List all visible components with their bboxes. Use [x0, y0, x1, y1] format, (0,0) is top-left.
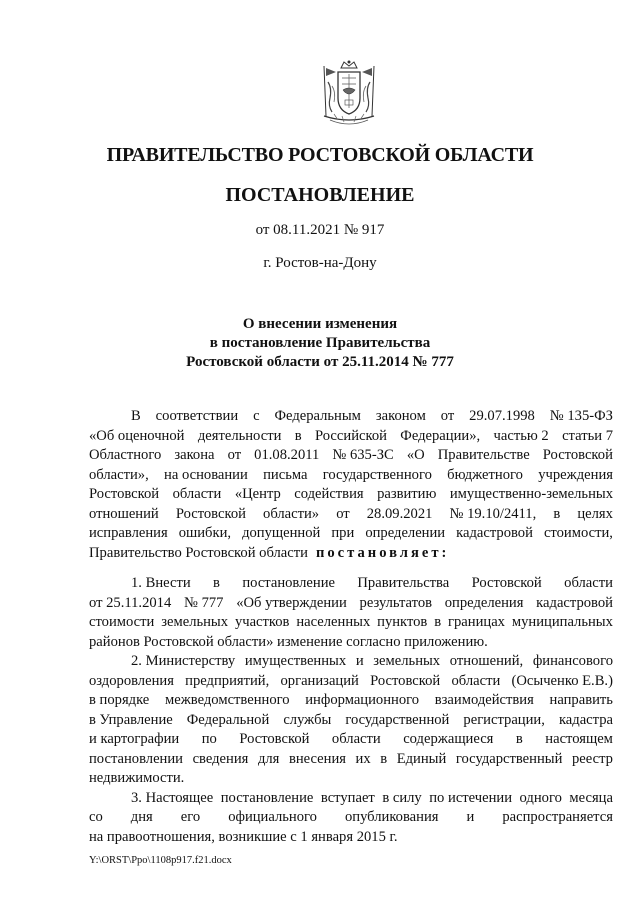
word: письма: [263, 466, 308, 483]
word: опубликования: [344, 809, 439, 825]
text-line: [89, 789, 613, 809]
word: по: [201, 731, 217, 747]
text-line-last: [89, 769, 613, 789]
word: и картографии: [89, 731, 180, 747]
word: «О: [406, 447, 425, 463]
word: «Об оценочной: [89, 427, 185, 444]
word: Федеральным: [274, 408, 361, 424]
word: при: [331, 525, 355, 541]
word: земельных: [373, 653, 441, 669]
word: области»: [263, 505, 320, 522]
word: Ростовской: [370, 672, 441, 689]
file-path: Y:\ORST\Ppo\1108p917.f21.docx: [89, 855, 232, 866]
word: оздоровления: [89, 672, 174, 689]
word: 1. Внести: [131, 575, 191, 591]
document-type: ПОСТАНОВЛЕНИЕ: [225, 184, 415, 206]
word: с: [253, 408, 260, 424]
word: результатов: [359, 594, 433, 611]
word: (Осыченко Е.В.): [511, 672, 613, 689]
word: исправления: [89, 525, 168, 541]
word: области»,: [89, 466, 149, 483]
word: в: [294, 427, 302, 444]
text-line: [89, 730, 613, 750]
word: и: [466, 809, 475, 825]
word: и: [355, 653, 364, 669]
text: районов Ростовской области» изменение согласно приложению.: [89, 633, 488, 650]
word: на основании: [164, 466, 248, 483]
word: области: [331, 731, 381, 747]
rostov-oblast-coat-of-arms-icon: [316, 58, 382, 128]
word: информационного: [305, 692, 420, 708]
word: содействия: [294, 486, 364, 502]
word: учреждения: [538, 466, 613, 483]
word: в: [434, 614, 442, 630]
word: закона: [174, 447, 215, 463]
word: кадастровой: [536, 594, 613, 611]
text: на правоотношения, возникшие с 1 января 2015 г.: [89, 828, 398, 845]
word: населенных: [296, 614, 371, 630]
word: месяца: [569, 789, 613, 806]
word: 28.09.2021: [366, 505, 433, 522]
word: направить: [549, 692, 613, 708]
word: внесения: [288, 750, 346, 767]
word: от: [440, 408, 455, 424]
resolves-word: постановляет:: [315, 544, 450, 561]
word: предприятий,: [185, 672, 270, 689]
word: «Об утверждении: [236, 594, 347, 611]
text-line: [89, 652, 613, 672]
text-line: [89, 485, 613, 505]
word: стоимости,: [543, 525, 613, 541]
word: одного: [519, 789, 562, 806]
word: муниципальных: [511, 614, 613, 630]
word: В: [131, 408, 141, 424]
word: № 19.10/2411,: [449, 505, 537, 522]
word: его: [180, 809, 201, 825]
text-line: [89, 574, 613, 594]
word: в силу: [382, 789, 422, 806]
word: 29.07.1998: [469, 408, 535, 424]
subject-line: Ростовской области от 25.11.2014 № 777: [186, 354, 454, 370]
word: настоящем: [545, 731, 613, 747]
word: официального: [228, 809, 317, 825]
word: от 25.11.2014: [89, 594, 172, 611]
word: по истечении: [429, 789, 513, 806]
text: недвижимости.: [89, 770, 185, 786]
word: Федеральной: [186, 711, 270, 728]
word: распространяется: [502, 809, 613, 825]
word: № 777: [184, 594, 224, 611]
word: в: [515, 731, 523, 747]
word: в: [553, 505, 561, 522]
text-line-last: [89, 633, 613, 653]
word: Федерации»,: [400, 427, 481, 444]
word: «Центр: [234, 486, 281, 502]
word: государственного: [322, 466, 432, 483]
word: Ростовской: [542, 447, 613, 463]
word: 2. Министерству: [131, 653, 236, 669]
word: бюджетного: [447, 466, 523, 483]
text-line: [89, 594, 613, 614]
text-line: [89, 446, 613, 466]
word: области: [172, 486, 222, 502]
text-line: [89, 427, 613, 447]
word: в Управление: [89, 711, 173, 728]
word: соответствии: [155, 408, 239, 424]
word: № 635-ЗС: [332, 447, 394, 463]
text: Правительство Ростовской области: [89, 544, 308, 561]
text-line: [89, 808, 613, 828]
word: организаций: [280, 672, 359, 689]
preamble-paragraph: [89, 407, 613, 563]
word: статьи 7: [562, 427, 613, 444]
word: взаимодействия: [434, 692, 534, 708]
word: в: [213, 575, 220, 591]
word: службы: [283, 711, 332, 728]
text-line-last: [89, 544, 613, 564]
word: со: [89, 809, 103, 825]
subject-line: в постановление Правительства: [209, 335, 431, 351]
word: Единый: [396, 750, 447, 767]
word: содержащиеся: [403, 731, 494, 747]
word: Российской: [315, 427, 387, 444]
word: дня: [130, 809, 153, 825]
text-line: [89, 505, 613, 525]
word: допущенной: [242, 525, 321, 541]
text-line-last: [89, 828, 613, 848]
word: земельных: [161, 614, 229, 630]
text-line: [89, 711, 613, 731]
government-title: ПРАВИТЕЛЬСТВО РОСТОВСКОЙ ОБЛАСТИ: [106, 144, 534, 166]
resolution-items: [89, 574, 613, 847]
word: № 135-ФЗ: [549, 408, 613, 424]
word: целях: [577, 505, 613, 522]
word: определения: [444, 594, 524, 611]
word: 01.08.2011: [254, 447, 320, 463]
word: границах: [448, 614, 505, 630]
word: ошибки,: [178, 525, 232, 541]
word: законом: [375, 408, 426, 424]
word: государственный: [455, 750, 563, 767]
word: Ростовской: [89, 486, 160, 502]
word: для: [257, 750, 280, 767]
word: от: [336, 505, 350, 522]
text-line: [89, 524, 613, 544]
word: сведения: [192, 750, 249, 767]
word: деятельности: [197, 427, 282, 444]
word: реестр: [571, 750, 613, 767]
text-line: [89, 407, 613, 427]
date-and-number: от 08.11.2021 № 917: [255, 222, 385, 238]
word: имущественно-земельных: [449, 486, 613, 502]
word: пунктов: [377, 614, 428, 630]
word: Областного: [89, 447, 162, 463]
word: имущественных: [244, 653, 347, 669]
word: кадастра: [558, 711, 613, 728]
word: Ростовской: [471, 575, 542, 591]
word: области: [451, 672, 501, 689]
text-line: [89, 672, 613, 692]
word: развитию: [377, 486, 437, 502]
word: участков: [234, 614, 290, 630]
city: г. Ростов-на-Дону: [263, 255, 377, 271]
word: частью 2: [493, 427, 549, 444]
word: Правительстве: [437, 447, 530, 463]
word: постановлении: [89, 750, 183, 767]
word: Ростовской: [239, 731, 310, 747]
word: постановление: [220, 789, 314, 806]
word: Правительства: [357, 575, 450, 591]
text-line: [89, 613, 613, 633]
word: постановление: [242, 575, 335, 591]
word: межведомственного: [165, 692, 290, 708]
word: государственной: [345, 711, 450, 728]
word: стоимости: [89, 614, 155, 630]
word: в порядке: [89, 692, 150, 708]
word: регистрации,: [463, 711, 545, 728]
word: области: [564, 575, 613, 591]
document-subject: [0, 315, 640, 372]
word: определении: [365, 525, 446, 541]
text-line: [89, 691, 613, 711]
word: финансового: [532, 653, 613, 669]
text-line: [89, 466, 613, 486]
subject-line: О внесении изменения: [242, 316, 398, 332]
word: кадастровой: [456, 525, 533, 541]
word: от: [227, 447, 242, 463]
word: отношений,: [449, 653, 524, 669]
word: их: [355, 750, 371, 767]
word: вступает: [320, 789, 375, 806]
word: в: [380, 750, 388, 767]
text-line: [89, 750, 613, 770]
word: 3. Настоящее: [131, 789, 214, 806]
word: Ростовской: [175, 505, 246, 522]
word: отношений: [89, 505, 159, 522]
